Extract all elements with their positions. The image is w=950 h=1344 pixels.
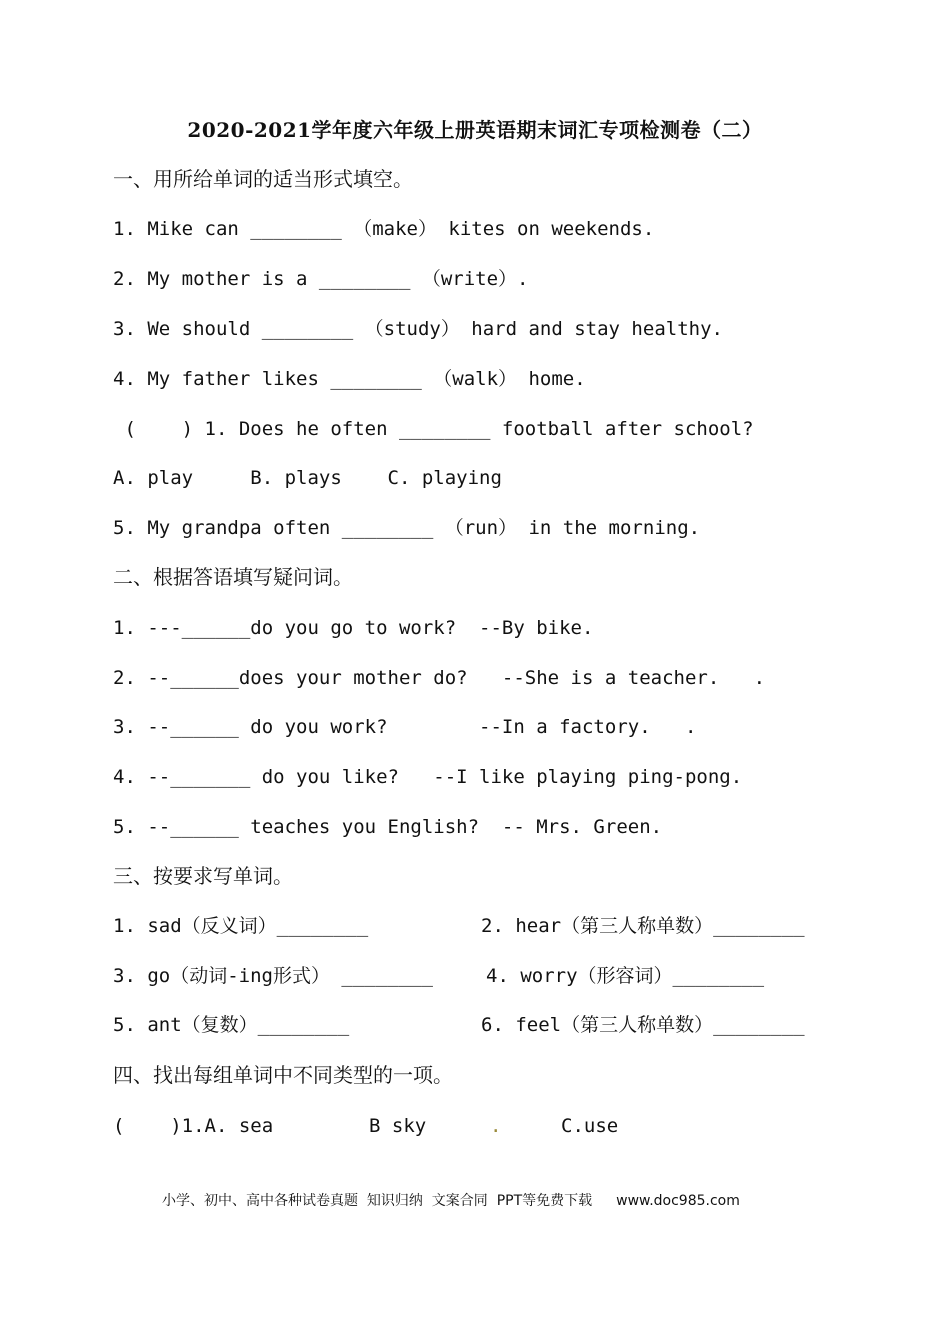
section-1-choice-question: ( ) 1. Does he often ________ football after school? (113, 418, 754, 440)
section-1-heading: 一、用所给单词的适当形式填空。 (113, 167, 413, 191)
section-1-item-5: 5. My grandpa often ________ （run） in the morning. (113, 517, 701, 539)
section-1-item-2: 2. My mother is a ________ （write）. (113, 268, 529, 290)
section-2-item-2: 2. --______does your mother do? --She is a teacher. . (113, 667, 766, 689)
section-4-item-1-bracket: ( )1.A. sea (113, 1115, 274, 1137)
section-2-item-3: 3. --______ do you work? --In a factory. . (113, 716, 697, 738)
section-1-item-1: 1. Mike can ________ （make） kites on weekends. (113, 218, 655, 240)
section-3-item-6: 6. feel（第三人称单数）________ (481, 1014, 805, 1036)
section-1-item-4: 4. My father likes ________ （walk） home. (113, 368, 586, 390)
section-2-item-4: 4. --_______ do you like? --I like playing ping-pong. (113, 766, 743, 788)
section-1-choice-options: A. play B. plays C. playing (113, 467, 502, 489)
footer-text: 小学、初中、高中各种试卷真题 知识归纳 文案合同 PPT等免费下载 (162, 1193, 593, 1209)
section-1-item-3: 3. We should ________ （study） hard and stay healthy. (113, 318, 723, 340)
section-3-item-5: 5. ant（复数）________ (113, 1014, 350, 1036)
page-title: 2020-2021学年度六年级上册英语期末词汇专项检测卷（二） (187, 118, 763, 142)
section-4-option-c: C.use (561, 1115, 619, 1137)
section-3-item-4: 4. worry（形容词）________ (486, 965, 765, 987)
section-3-heading: 三、按要求写单词。 (113, 864, 293, 888)
section-3-item-3: 3. go（动词-ing形式） ________ (113, 965, 433, 987)
section-4-heading: 四、找出每组单词中不同类型的一项。 (113, 1063, 453, 1087)
section-4-stray-dot: . (490, 1115, 502, 1137)
footer (162, 1190, 740, 1210)
section-4-option-b: B sky (369, 1115, 427, 1137)
section-2-heading: 二、根据答语填写疑问词。 (113, 565, 353, 589)
section-3-item-2: 2. hear（第三人称单数）________ (481, 915, 805, 937)
section-3-item-1: 1. sad（反义词）________ (113, 915, 369, 937)
footer-url[interactable]: www.doc985.com (616, 1193, 740, 1209)
section-2-item-5: 5. --______ teaches you English? -- Mrs. Green. (113, 816, 663, 838)
section-2-item-1: 1. ---______do you go to work? --By bike. (113, 617, 594, 639)
